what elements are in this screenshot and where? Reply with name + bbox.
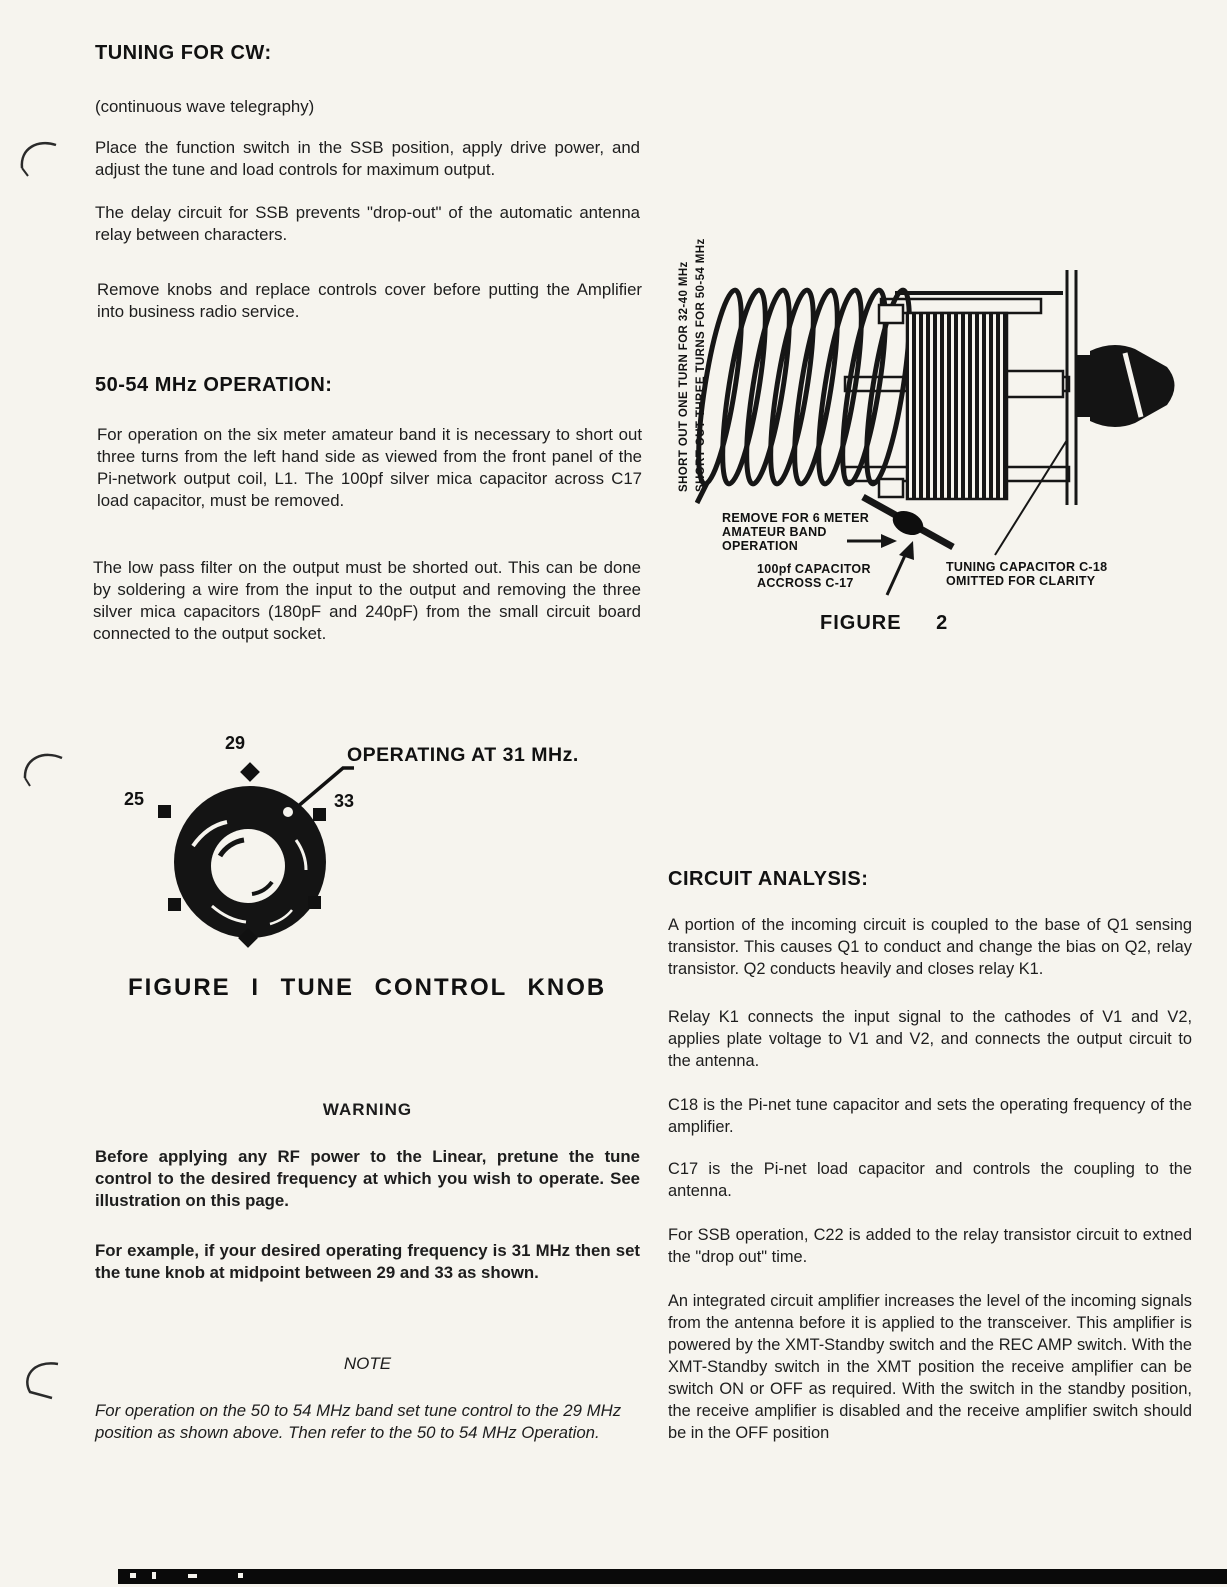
tuning-subtitle: (continuous wave telegraphy): [95, 97, 315, 116]
figure2-caption-number: 2: [936, 612, 949, 634]
paragraph-c18: C18 is the Pi-net tune capacitor and sets the operating frequency of the amplifier.: [668, 1096, 1192, 1136]
coil-end-block-top: [879, 305, 903, 323]
knob-pointer-dot: [283, 807, 293, 817]
tight-wound-coil: [907, 313, 1007, 499]
paragraph-c22: For SSB operation, C22 is added to the relay transistor circuit to extned the "drop out" time.: [668, 1226, 1192, 1266]
paragraph-ic-amplifier: An integrated circuit amplifier increases the level of the incoming signals from the antenna before it is applied to the transceiver. This amplifier is powered by the XMT-Standby switch and the REC AMP switch. With the XMT-Standby switch in the XMT position the receive amplifier can be switch ON or OFF as required. With the switch in the standby position, the receive amplifier is disabled and the receive amplifier switch should be in the OFF position: [668, 1292, 1192, 1442]
knob-tick-25: 25: [124, 789, 145, 809]
callout-tuning-capacitor: [946, 560, 1107, 588]
callout-tuning-line2: OMITTED FOR CLARITY: [946, 574, 1096, 588]
knob-callout-line: [296, 768, 354, 808]
paragraph-c17: C17 is the Pi-net load capacitor and controls the coupling to the antenna.: [668, 1160, 1192, 1200]
paragraph-remove-knobs: Remove knobs and replace controls cover before putting the Amplifier into business radio service.: [97, 280, 642, 321]
page-edge-bar: [118, 1569, 1227, 1584]
tuning-for-cw-heading: TUNING FOR CW:: [95, 42, 272, 64]
callout-remove-line3: OPERATION: [722, 539, 799, 553]
binder-mark-middle: [20, 748, 68, 792]
callout-100pf-capacitor: [757, 562, 871, 590]
operation-heading: 50-54 MHz OPERATION:: [95, 374, 333, 396]
paragraph-delay-circuit: The delay circuit for SSB prevents "drop-out" of the automatic antenna relay between characters.: [95, 203, 640, 244]
figure1-caption: FIGURE I TUNE CONTROL KNOB: [128, 974, 607, 1001]
tuning-knob: [1076, 345, 1175, 427]
tuning-shaft: [1007, 371, 1063, 397]
callout-remove-line1: REMOVE FOR 6 METER: [722, 511, 870, 525]
warning-title: WARNING: [322, 1100, 413, 1119]
short-out-three-turns-label: SHORT OUT THREE TURNS FOR 50-54 MHz: [695, 238, 707, 492]
callout-tuning-line1: TUNING CAPACITOR C-18: [946, 560, 1108, 574]
note-title: NOTE: [343, 1354, 392, 1373]
warning-paragraph-example: For example, if your desired operating frequency is 31 MHz then set the tune knob at midpoint between 29 and 33 as shown.: [95, 1241, 640, 1282]
knob-tick-29: 29: [225, 733, 246, 753]
operating-frequency-callout: OPERATING AT 31 MHz.: [347, 744, 579, 766]
callout-remove-line2: AMATEUR BAND: [722, 525, 827, 539]
warning-paragraph-pretune: Before applying any RF power to the Linear, pretune the tune control to the desired frequency at which you wish to operate. See illustration on this page.: [95, 1147, 640, 1210]
callout-remove-for-6-meter: [722, 511, 869, 553]
binder-mark-bottom: [18, 1358, 68, 1406]
knob-tick-33: 33: [334, 791, 355, 811]
callout-arrow-100pf: [887, 541, 914, 595]
paragraph-ssb-position: Place the function switch in the SSB position, apply drive power, and adjust the tune and load controls for maximum output.: [95, 138, 640, 179]
paragraph-relay-k1: Relay K1 connects the input signal to the cathodes of V1 and V2, applies plate voltage to V1 and V2, and connects the output circuit to the antenna.: [668, 1008, 1192, 1070]
figure2-caption-word: FIGURE: [820, 612, 902, 634]
circuit-analysis-heading: CIRCUIT ANALYSIS:: [668, 868, 869, 890]
callout-100pf-line2: ACCROSS C-17: [757, 576, 854, 590]
chassis-plate: [1067, 270, 1076, 505]
callout-100pf-line1: 100pf CAPACITOR: [757, 562, 871, 576]
short-out-one-turn-label: SHORT OUT ONE TURN FOR 32-40 MHz: [678, 261, 690, 492]
figure2-caption: [820, 612, 948, 635]
knob-body: [174, 786, 326, 938]
binder-mark-top: [16, 136, 64, 180]
coil-end-block-bottom: [879, 479, 903, 497]
paragraph-q1-sensing: A portion of the incoming circuit is coupled to the base of Q1 sensing transistor. This causes Q1 to conduct and change the bias on Q2, relay transistor. Q2 conducts heavily and closes relay K1.: [668, 916, 1192, 978]
note-paragraph: For operation on the 50 to 54 MHz band set tune control to the 29 MHz position as shown above. Then refer to the 50 to 54 MHz Operation.: [95, 1401, 622, 1442]
tune-control-knob-figure: [100, 728, 430, 988]
paragraph-six-meter: For operation on the six meter amateur band it is necessary to short out three turns from the left hand side as viewed from the front panel of the Pi-network output coil, L1. The 100pf silver mica capacitor across C17 load capacitor, must be removed.: [97, 425, 642, 510]
paragraph-low-pass: The low pass filter on the output must be shorted out. This can be done by soldering a wire from the input to the output and removing the three silver mica capacitors (180pF and 240pF) from the small circuit board connected to the output socket.: [93, 558, 641, 643]
